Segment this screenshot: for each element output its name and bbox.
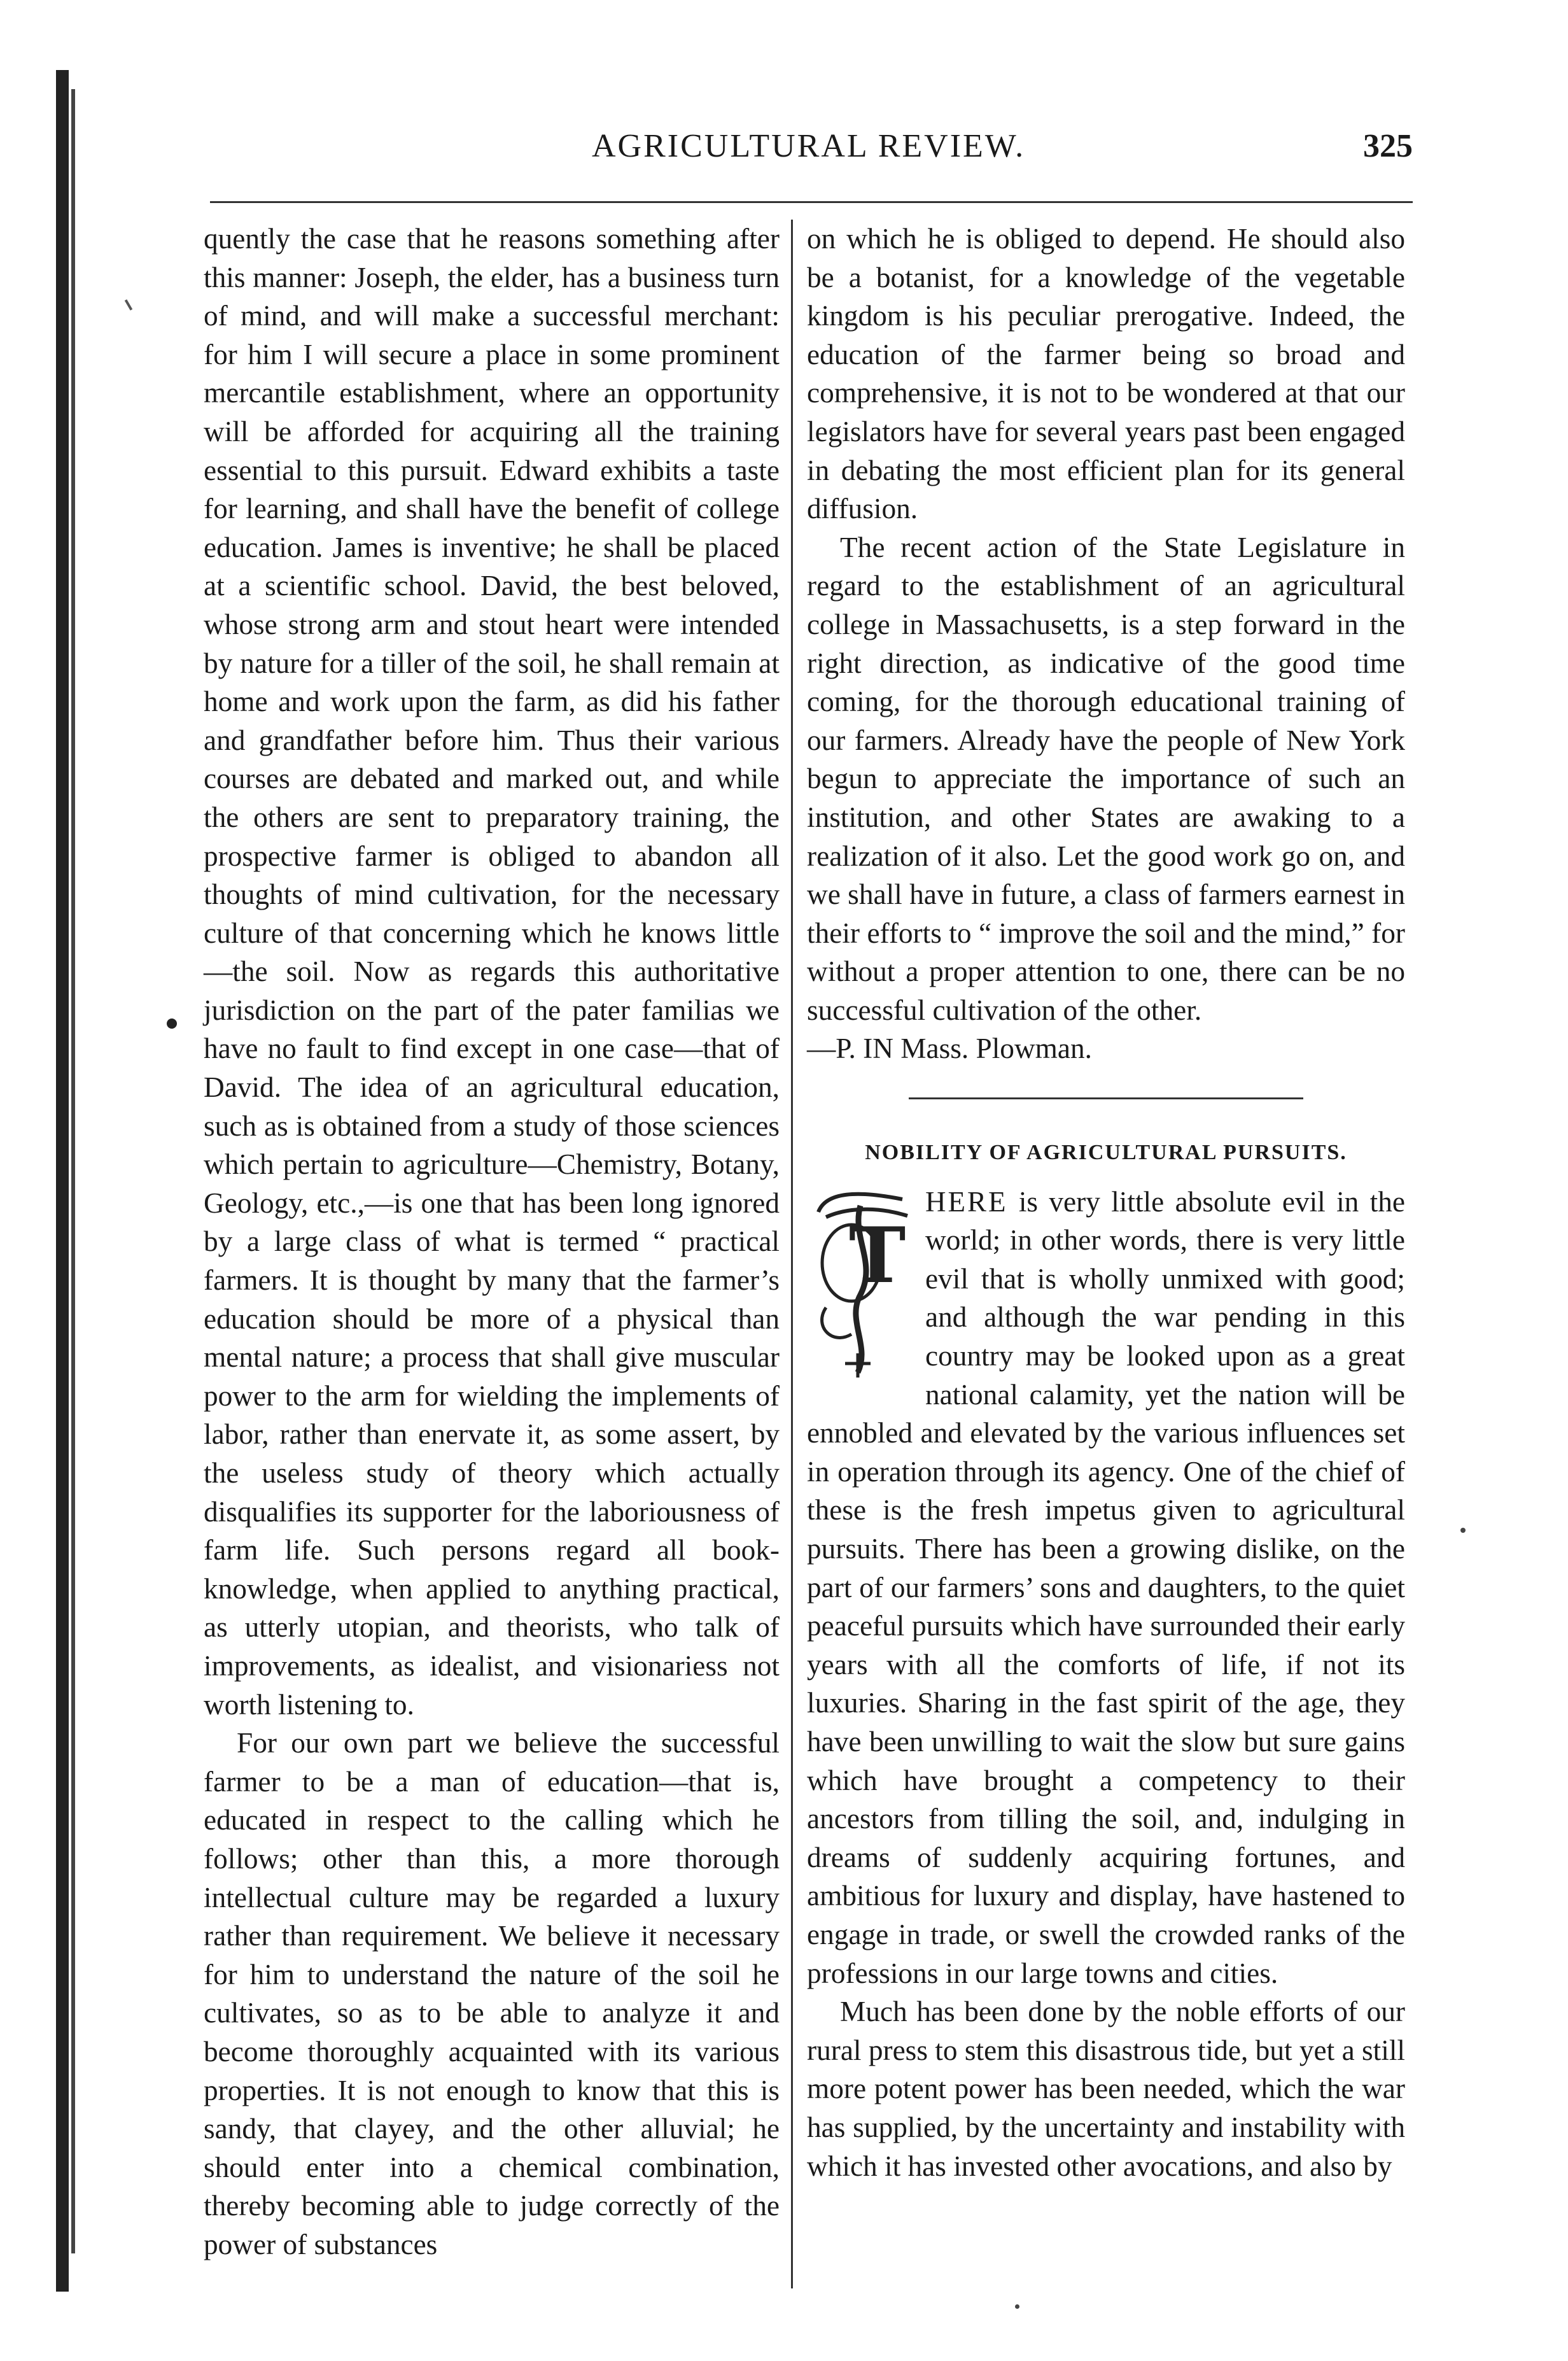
left-paragraph-2: For our own part we believe the successful farmer to be a man of education—that is, educated in respect to the calling which he follows; other than this, a more thorough intellectual culture may be regarded a luxury rather than requirement. We believe it necessary for him to understand the nature of the soil he cultivates, so as to be able to analyze it and become thoroughly acquainted with its various properties. It is not enough to know that this is sandy, that clayey, and the other alluvial; he should enter into a chemical combination, thereby becoming able to judge correctly of the power of substances	[204, 1727, 780, 2260]
margin-bullet-mark	[167, 1018, 177, 1029]
right-paragraph-1: on which he is obliged to depend. He should also be a botanist, for a knowledge of the vegetable kingdom is his peculiar prerogative. Indeed, the education of the farmer being so broad and comprehensive, it is not to be wondered at that our legislators have for several years past been engaged in debating the most efficient plan for its general diffusion.	[807, 223, 1405, 525]
article-first-word: HERE	[925, 1185, 1008, 1218]
left-column	[204, 220, 780, 2264]
binding-edge-shadow	[71, 89, 75, 2253]
article-first-paragraph	[807, 1183, 1405, 1992]
drop-cap-ornament	[807, 1187, 915, 1379]
page-header	[210, 127, 1413, 185]
signoff: —P. IN Mass. Plowman.	[807, 1032, 1092, 1065]
article-second-paragraph: Much has been done by the noble efforts of our rural press to stem this disastrous tide, but yet a still more potent power has been needed, which the war has supplied, by the uncertainty and instability with which it has invested other avocations, and also by	[807, 1996, 1405, 2182]
drop-cap-letter: T	[849, 1210, 906, 1300]
article-title: NOBILITY OF AGRICULTURAL PURSUITS.	[865, 1141, 1347, 1165]
header-rule	[210, 201, 1413, 203]
column-divider	[791, 220, 793, 2288]
page-number: 325	[1363, 128, 1413, 164]
article-first-text: is very little absolute evil in the world; in other words, there is very little evil that is wholly unmixed with good; and although the war pending in this country may be looked upon as a great national calamity, yet the nation will be ennobled and elevated by the various influences set in operation through its agency. One of the chief of these is the fresh impetus given to agricultural pursuits. There has been a growing dislike, on the part of our farmers’ sons and daughters, to the quiet peaceful pursuits which have surrounded their early years with all the comforts of life, if not its luxuries. Sharing in the fast spirit of the age, they have been unwilling to wait the slow but sure gains which have brought a competency to their ancestors from tilling the soil, and, indulging in dreams of suddenly acquiring fortunes, and ambitious for luxury and display, have hastened to engage in trade, or swell the crowded ranks of the professions in our large towns and cities.	[807, 1185, 1406, 1989]
section-rule	[909, 1097, 1303, 1099]
left-paragraph-1: quently the case that he reasons something after this manner: Joseph, the elder, has a business turn of mind, and will make a successful merchant: for him I will secure a place in some prominent mercantile establishment, where an opportunity will be afforded for acquiring all the training essential to this pursuit. Edward exhibits a taste for learning, and shall have the benefit of college education. James is inventive; he shall be placed at a scientific school. David, the best beloved, whose strong arm and stout heart were intended by nature for a tiller of the soil, he shall remain at home and work upon the farm, as did his father and grandfather before him. Thus their various courses are debated and marked out, and while the others are sent to preparatory training, the prospective farmer is obliged to abandon all thoughts of mind cultivation, for the necessary culture of that concerning which he knows little—the soil. Now as regards this authoritative jurisdiction on the part of the pater familias we have no fault to find except in one case—that of David. The idea of an agricultural education, such as is obtained from a study of those sciences which pertain to agriculture—Chemistry, Botany, Geology, etc.,—is one that has been long ignored by a large class of what is termed “ practical farmers. It is thought by many that the farmer’s education should be more of a physical than mental nature; a process that shall give muscular power to the arm for wielding the implements of labor, rather than enervate it, as some assert, by the useless study of theory which actually disqualifies its supporter for the laboriousness of farm life. Such persons regard all book-knowledge, when applied to anything practical, as utterly utopian, and theorists, who talk of improvements, as idealist, and visionariess not worth listening to.	[204, 223, 780, 1721]
margin-speck	[1460, 1528, 1466, 1533]
running-head: AGRICULTURAL REVIEW.	[592, 128, 1026, 164]
right-paragraph-2: The recent action of the State Legislature in regard to the establishment of an agricultural college in Massachusetts, is a step forward in the right direction, as indicative of the good time coming, for the thorough educational training of our farmers. Already have the people of New York begun to appreciate the importance of such an institution, and other States are awaking to a realization of it also. Let the good work go on, and we shall have in future, a class of farmers earnest in their efforts to “ improve the soil and the mind,” for without a proper attention to one, there can be no successful cultivation of the other.	[807, 531, 1405, 1026]
bottom-speck	[1015, 2304, 1019, 2309]
right-column	[807, 220, 1405, 2185]
margin-tick-mark	[125, 299, 132, 311]
binding-edge	[56, 70, 69, 2292]
